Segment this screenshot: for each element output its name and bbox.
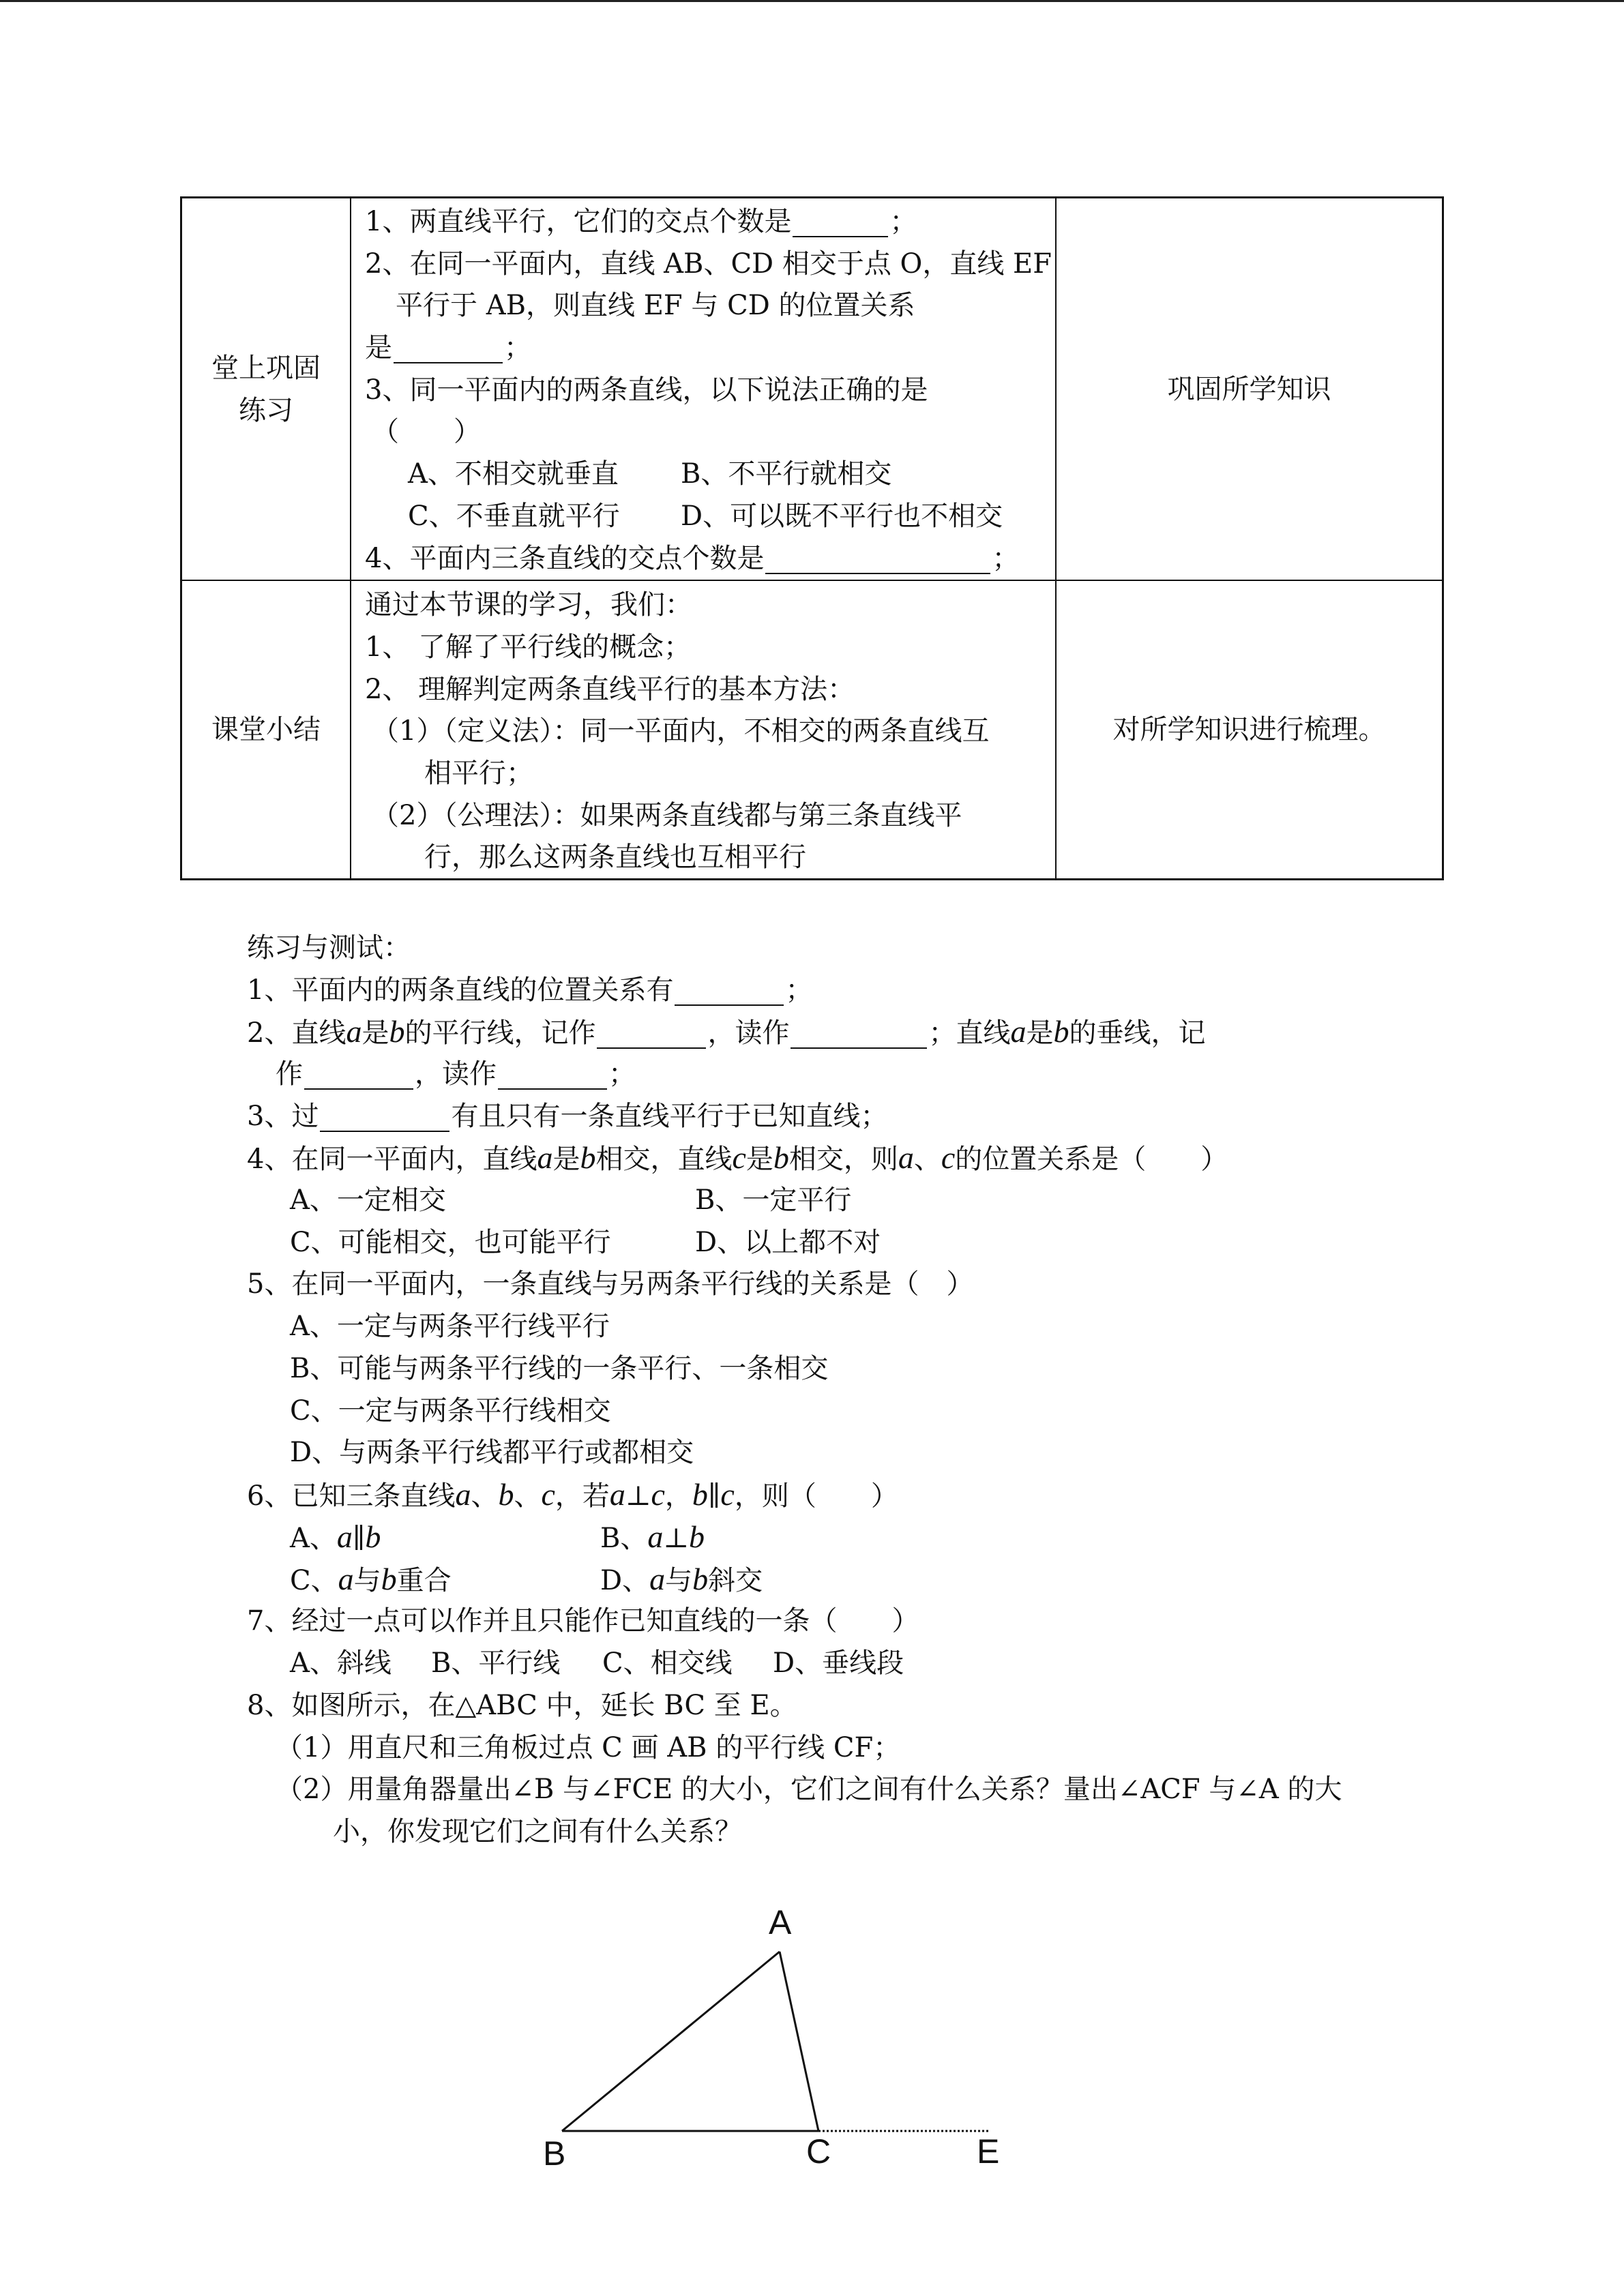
q5-option-d: D、与两条平行线都平行或都相交 (290, 1437, 694, 1468)
question-3: 3、过 有且只有一条直线平行于已知直线； (247, 1101, 888, 1132)
q5-option-c: C、一定与两条平行线相交 (290, 1395, 611, 1427)
row2-line-7: 行，那么这两条直线也互相平行 (424, 841, 806, 873)
question-8: 8、如图所示，在△ABC 中，延长 BC 至 E。 (247, 1690, 797, 1721)
answer-blank[interactable] (765, 548, 990, 574)
answer-blank[interactable] (675, 980, 784, 1006)
q6-option-b: B、a⊥b (600, 1519, 705, 1554)
side-ac (780, 1952, 818, 2131)
row1-line-1: 1、两直线平行，它们的交点个数是 ； (365, 206, 917, 237)
question-4: 4、在同一平面内，直线a是b相交，直线c是b相交，则a、c的位置关系是（ ） (247, 1140, 1228, 1175)
q5-option-b: B、可能与两条平行线的一条平行、一条相交 (290, 1353, 829, 1384)
row2-line-2: 1、 了解了平行线的概念； (365, 631, 692, 663)
q6-option-d: D、a与b斜交 (600, 1562, 763, 1596)
q4-option-b: B、一定平行 (695, 1184, 852, 1216)
question-8-part-1: （1）用直尺和三角板过点 C 画 AB 的平行线 CF； (276, 1732, 901, 1763)
row2-line-1: 通过本节课的学习，我们： (365, 589, 692, 621)
row1-line-9: 4、平面内三条直线的交点个数是 ； (365, 543, 1020, 574)
row1-option-c: C、不垂直就平行 (408, 501, 620, 532)
row1-option-b: B、不平行就相交 (681, 458, 892, 490)
answer-blank[interactable] (304, 1064, 413, 1090)
row1-option-d: D、可以既不平行也不相交 (681, 501, 1003, 532)
q4-option-c: C、可能相交，也可能平行 (290, 1227, 611, 1258)
row1-line-5: 3、同一平面内的两条直线，以下说法正确的是 (365, 374, 928, 406)
row1-goal: 巩固所学知识 (1167, 373, 1331, 405)
question-2-cont: 作 ，读作 ； (276, 1058, 636, 1090)
answer-blank[interactable] (394, 338, 503, 363)
triangle-figure (518, 1889, 1037, 2175)
question-1: 1、平面内的两条直线的位置关系有 ； (247, 974, 813, 1006)
question-5: 5、在同一平面内，一条直线与另两条平行线的关系是（ ） (247, 1268, 974, 1300)
row2-line-3: 2、 理解判定两条直线平行的基本方法： (365, 674, 855, 705)
side-ab (562, 1952, 780, 2131)
row2-label: 课堂小结 (211, 714, 321, 745)
table-border-right (1442, 196, 1444, 880)
q4-option-a: A、一定相交 (290, 1184, 446, 1216)
row1-line-3: 平行于 AB，则直线 EF 与 CD 的位置关系 (396, 290, 915, 321)
row1-label: 堂上巩固 练习 (211, 352, 321, 426)
answer-blank[interactable] (791, 1023, 927, 1049)
answer-blank[interactable] (793, 211, 888, 237)
q6-option-a: A、a∥b (290, 1519, 381, 1554)
q6-option-c: C、a与b重合 (290, 1562, 452, 1596)
page-top-border (0, 0, 1624, 2)
q7-option-c: C、相交线 (602, 1648, 733, 1679)
answer-blank[interactable] (498, 1064, 607, 1090)
vertex-label-b: B (543, 2134, 566, 2173)
q4-option-d: D、以上都不对 (695, 1227, 881, 1258)
exercises-title: 练习与测试： (247, 932, 411, 964)
row1-line-6: （ ） (372, 416, 481, 447)
question-2: 2、直线a是b的平行线，记作 ，读作 ；直线a是b的垂线，记 (247, 1014, 1206, 1049)
answer-blank[interactable] (597, 1023, 706, 1049)
q7-option-b: B、平行线 (431, 1648, 561, 1679)
vertex-label-a: A (769, 1903, 792, 1941)
row2-line-4: （1）（定义法）：同一平面内，不相交的两条直线互 (372, 715, 990, 747)
table-col-divider-1 (350, 196, 351, 880)
table-border-bottom (180, 878, 1444, 880)
question-8-part-2-cont: 小，你发现它们之间有什么关系？ (333, 1816, 742, 1847)
q7-option-d: D、垂线段 (773, 1648, 904, 1679)
question-6: 6、已知三条直线a、b、c，若a⊥c，b∥c，则（ ） (247, 1477, 898, 1512)
row2-goal: 对所学知识进行梳理。 (1112, 714, 1386, 745)
row1-option-a: A、不相交就垂直 (408, 458, 619, 490)
point-label-e: E (977, 2132, 1000, 2171)
answer-blank[interactable] (320, 1106, 449, 1132)
q7-option-a: A、斜线 (290, 1648, 392, 1679)
row2-line-5: 相平行； (424, 758, 533, 789)
row2-line-6: （2）（公理法）：如果两条直线都与第三条直线平 (372, 800, 962, 831)
question-7: 7、经过一点可以作并且只能作已知直线的一条（ ） (247, 1605, 919, 1637)
row1-line-2: 2、在同一平面内，直线 AB、CD 相交于点 O，直线 EF (365, 248, 1052, 280)
question-8-part-2: （2）用量角器量出∠B 与∠FCE 的大小，它们之间有什么关系？量出∠ACF 与∠A 的大 (276, 1774, 1342, 1805)
row1-line-4: 是 ； (365, 332, 531, 363)
q5-option-a: A、一定与两条平行线平行 (290, 1311, 610, 1342)
vertex-label-c: C (806, 2132, 831, 2171)
